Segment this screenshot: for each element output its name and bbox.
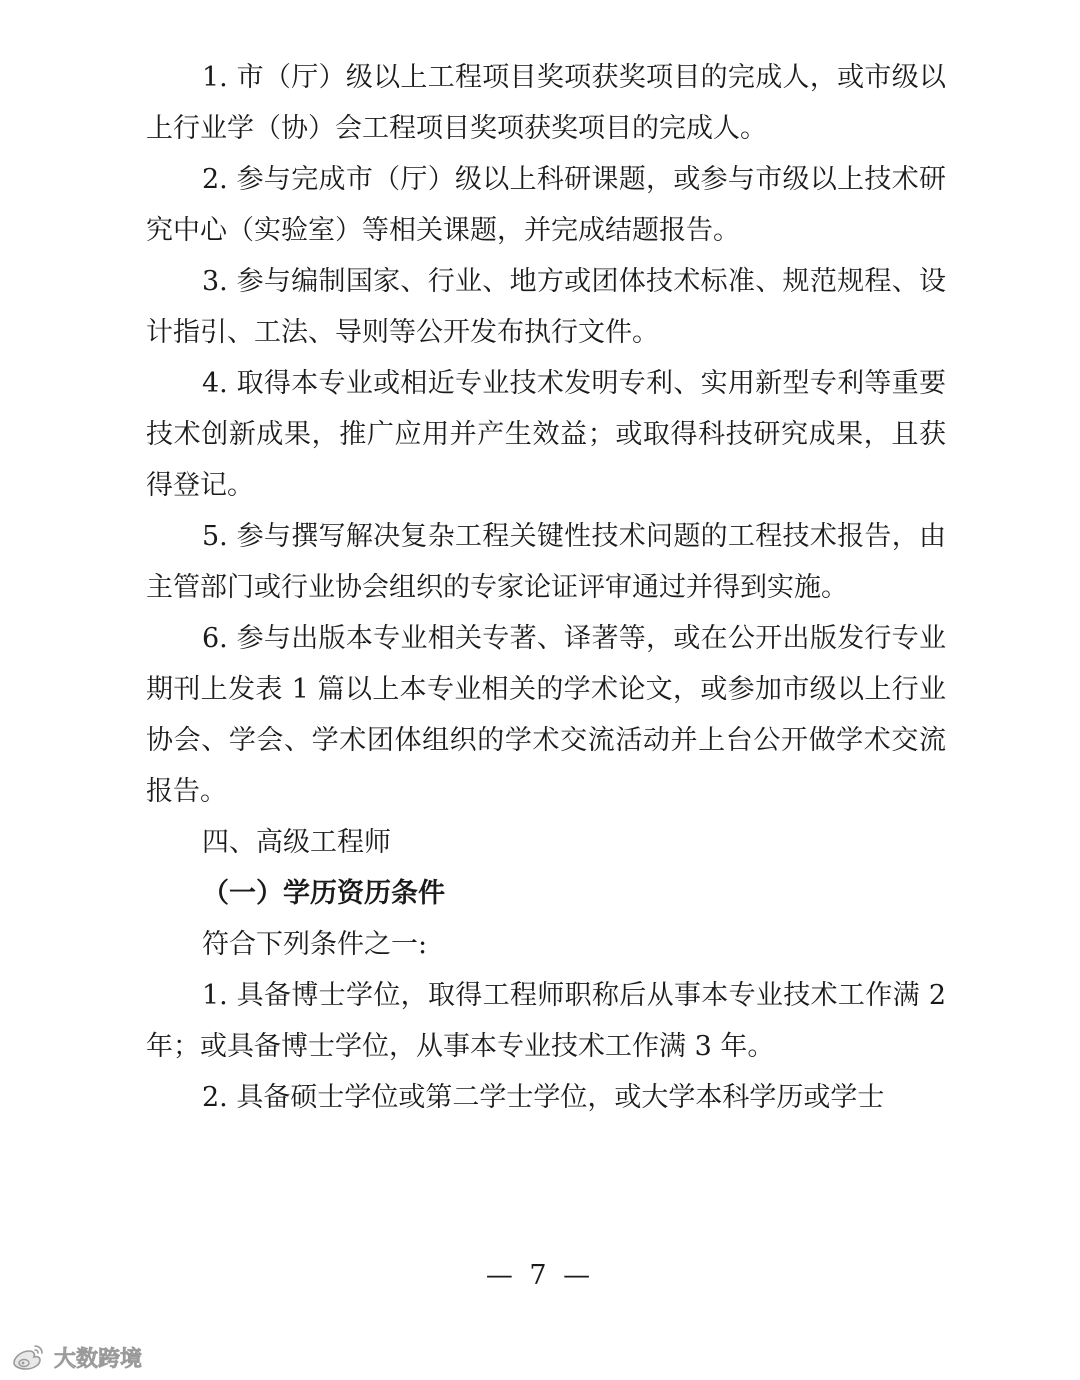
paragraph-item-3: 3. 参与编制国家、行业、地方或团体技术标准、规范规程、设计指引、工法、导则等公开发布执行文件。 [146, 266, 946, 348]
watermark-text: 大数跨境 [54, 1346, 143, 1372]
weibo-logo-icon [8, 1342, 48, 1372]
condition-item-1: 1. 具备博士学位，取得工程师职称后从事本专业技术工作满 2 年；或具备博士学位，从事本专业技术工作满 3 年。 [146, 980, 946, 1062]
intro-line: 符合下列条件之一: [202, 929, 428, 960]
condition-item-2: 2. 具备硕士学位或第二学士学位，或大学本科学历或学士 [202, 1082, 885, 1113]
subsection-heading: （一）学历资历条件 [202, 878, 445, 909]
watermark [8, 1340, 142, 1374]
section-heading: 四、高级工程师 [202, 827, 391, 858]
document-body [146, 52, 946, 1123]
paragraph-item-6: 6. 参与出版本专业相关专著、译著等，或在公开出版发行专业期刊上发表 1 篇以上本专业相关的学术论文，或参加市级以上行业协会、学会、学术团体组织的学术交流活动并上台公开做学术交流报告。 [146, 623, 946, 807]
paragraph-item-1: 1. 市（厅）级以上工程项目奖项获奖项目的完成人，或市级以上行业学（协）会工程项目奖项获奖项目的完成人。 [146, 62, 946, 144]
page-number: — 7 — [485, 1260, 595, 1291]
paragraph-item-2: 2. 参与完成市（厅）级以上科研课题，或参与市级以上技术研究中心（实验室）等相关课题，并完成结题报告。 [146, 164, 946, 246]
paragraph-item-5: 5. 参与撰写解决复杂工程关键性技术问题的工程技术报告，由主管部门或行业协会组织的专家论证评审通过并得到实施。 [146, 521, 946, 603]
paragraph-item-4: 4. 取得本专业或相近专业技术发明专利、实用新型专利等重要技术创新成果，推广应用并产生效益；或取得科技研究成果，且获得登记。 [146, 368, 946, 501]
